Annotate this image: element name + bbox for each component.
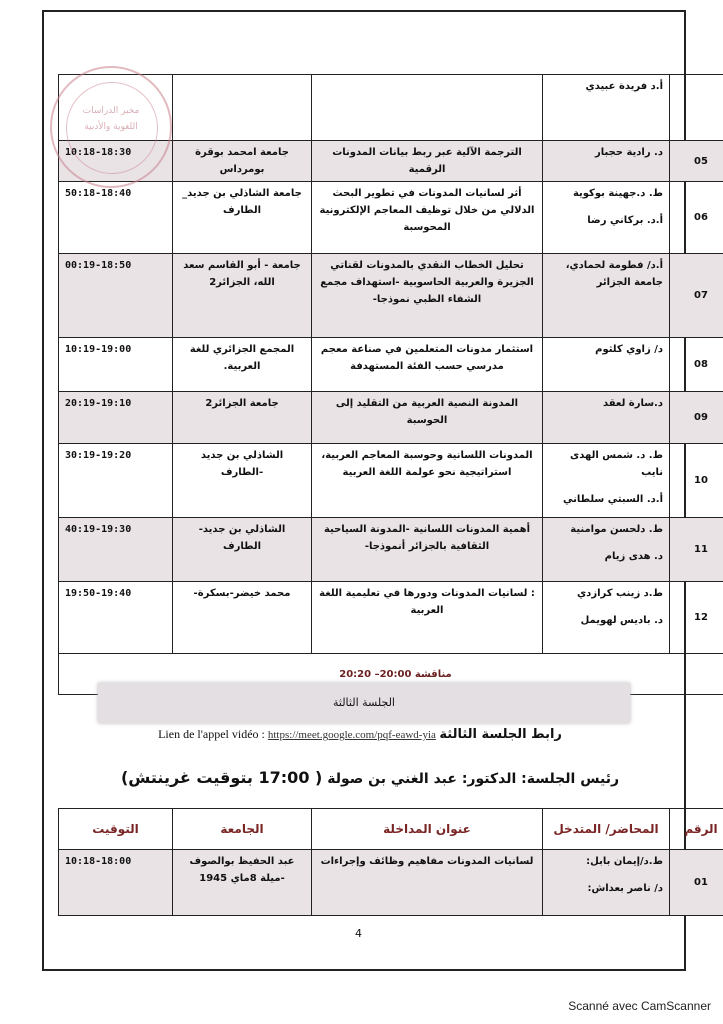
row-title: أثر لسانيات المدونات في تطوير البحث الدلالي من خلال توظيف المعاجم الإلكترونية المحوسبة: [312, 182, 543, 254]
row-time: 19:50-19:40: [59, 582, 173, 654]
table-row: [59, 518, 723, 582]
lab-stamp: مخبر الدراسات اللغوية والأدبية: [50, 66, 172, 188]
session-two-table: [58, 74, 723, 695]
session-chair: [80, 768, 660, 787]
row-speaker: أ.د فريدة عبيدي: [543, 75, 670, 141]
row-speaker: د/ زاوي كلثوم: [543, 338, 670, 392]
row-num: 11: [670, 518, 723, 582]
row-title: استثمار مدونات المتعلمين في صناعة معجم مدرسي حسب الفئة المستهدفة: [312, 338, 543, 392]
header-speaker: المحاضر/ المتدخل: [543, 809, 670, 850]
row-time: 30:19-19:20: [59, 444, 173, 518]
row-num: 09: [670, 392, 723, 444]
discussion-label: مناقشة 20:00– 20:20: [59, 654, 723, 695]
row-title: : لسانيات المدونات ودورها في تعليمية اللغة العربية: [312, 582, 543, 654]
row-univ: الشاذلي بن جديد -الطارف: [173, 444, 312, 518]
row-univ: جامعة الشاذلي بن جديد_ الطارف: [173, 182, 312, 254]
session-three-title: الجلسة الثالثة: [98, 683, 630, 723]
row-univ: عبد الحفيظ بوالصوف -ميلة 8ماي 1945: [173, 850, 312, 916]
row-title: الترجمة الآلية عبر ربط بيانات المدونات الرقمية: [312, 141, 543, 182]
row-time: 10:18-18:30: [59, 141, 173, 182]
row-univ: الشاذلي بن جديد- الطارف: [173, 518, 312, 582]
video-arabic-label: رابط الجلسة الثالثة: [439, 727, 562, 742]
video-call-line: [60, 727, 660, 742]
row-speaker: أ.د/ فطومة لحمادي، جامعة الجزائر: [543, 254, 670, 338]
row-speaker: ط.د/إيمان بابل: د/ ناصر بعداش:: [543, 850, 670, 916]
scanner-watermark: Scanné avec CamScanner: [568, 999, 711, 1013]
table-row: [59, 182, 723, 254]
header-univ: الجامعة: [173, 809, 312, 850]
row-speaker: د.سارة لعقد: [543, 392, 670, 444]
table-row: [59, 254, 723, 338]
table-row: [59, 392, 723, 444]
row-speaker: د. رادية حجبار: [543, 141, 670, 182]
table-row: [59, 444, 723, 518]
row-time: 10:18-18:00: [59, 850, 173, 916]
row-speaker: ط.د زينب كرازدي د. باديس لهويمل: [543, 582, 670, 654]
row-num: 05: [670, 141, 723, 182]
header-num: الرقم: [670, 809, 723, 850]
row-title: [312, 75, 543, 141]
table-row: [59, 338, 723, 392]
row-univ: جامعة الجزائر2: [173, 392, 312, 444]
row-univ: محمد خيضر-بسكرة-: [173, 582, 312, 654]
row-speaker: ط. د. شمس الهدى نايب أ.د. السبتي سلطاني: [543, 444, 670, 518]
header-time: التوقيت: [59, 809, 173, 850]
row-title: لسانيات المدونات مفاهيم وظائف وإجراءات: [312, 850, 543, 916]
row-time: 20:19-19:10: [59, 392, 173, 444]
row-univ: جامعة امحمد بوقرة بومرداس: [173, 141, 312, 182]
row-title: أهمية المدونات اللسانية -المدونة السياحية الثقافية بالجزائر أنموذجا-: [312, 518, 543, 582]
header-title: عنوان المداخلة: [312, 809, 543, 850]
row-num: 08: [670, 338, 723, 392]
row-univ: جامعة - أبو القاسم سعد الله، الجزائر2: [173, 254, 312, 338]
table-row: [59, 850, 723, 916]
table-row: [59, 582, 723, 654]
session-three-table: [58, 808, 723, 916]
row-univ: المجمع الجزائري للغة العربية.: [173, 338, 312, 392]
row-univ: [173, 75, 312, 141]
chair-name: رئيس الجلسة: الدكتور: عبد الغني بن صولة: [327, 771, 620, 787]
row-time: 10:19-19:00: [59, 338, 173, 392]
video-label: Lien de l'appel vidéo :: [158, 727, 268, 741]
video-link[interactable]: https://meet.google.com/pqf-eawd-yia: [267, 729, 436, 741]
row-num: 06: [670, 182, 723, 254]
row-num: 12: [670, 582, 723, 654]
page-number: 4: [355, 927, 362, 940]
row-num: 07: [670, 254, 723, 338]
row-speaker: ط. د.جهينة بوكوية أ.د. بركاني رضا: [543, 182, 670, 254]
row-title: المدونات اللسانية وحوسبة المعاجم العربية، استراتيجية نحو عولمة اللغة العربية: [312, 444, 543, 518]
row-num: [670, 75, 723, 141]
row-time: 40:19-19:30: [59, 518, 173, 582]
row-title: المدونة النصية العربية من التقليد إلى الحوسبة: [312, 392, 543, 444]
chair-time: ( 17:00 بتوقيت غرينتش): [120, 768, 323, 787]
row-num: 01: [670, 850, 723, 916]
row-time: 50:18-18:40: [59, 182, 173, 254]
row-title: تحليل الخطاب النقدي بالمدونات لقناتي الجزيرة والعربية الحاسوبية -استهداف مجمع الشفاء الطبي نموذجا-: [312, 254, 543, 338]
row-num: 10: [670, 444, 723, 518]
row-time: 00:19-18:50: [59, 254, 173, 338]
row-speaker: ط. دلحسن موامنية د. هدى زيام: [543, 518, 670, 582]
